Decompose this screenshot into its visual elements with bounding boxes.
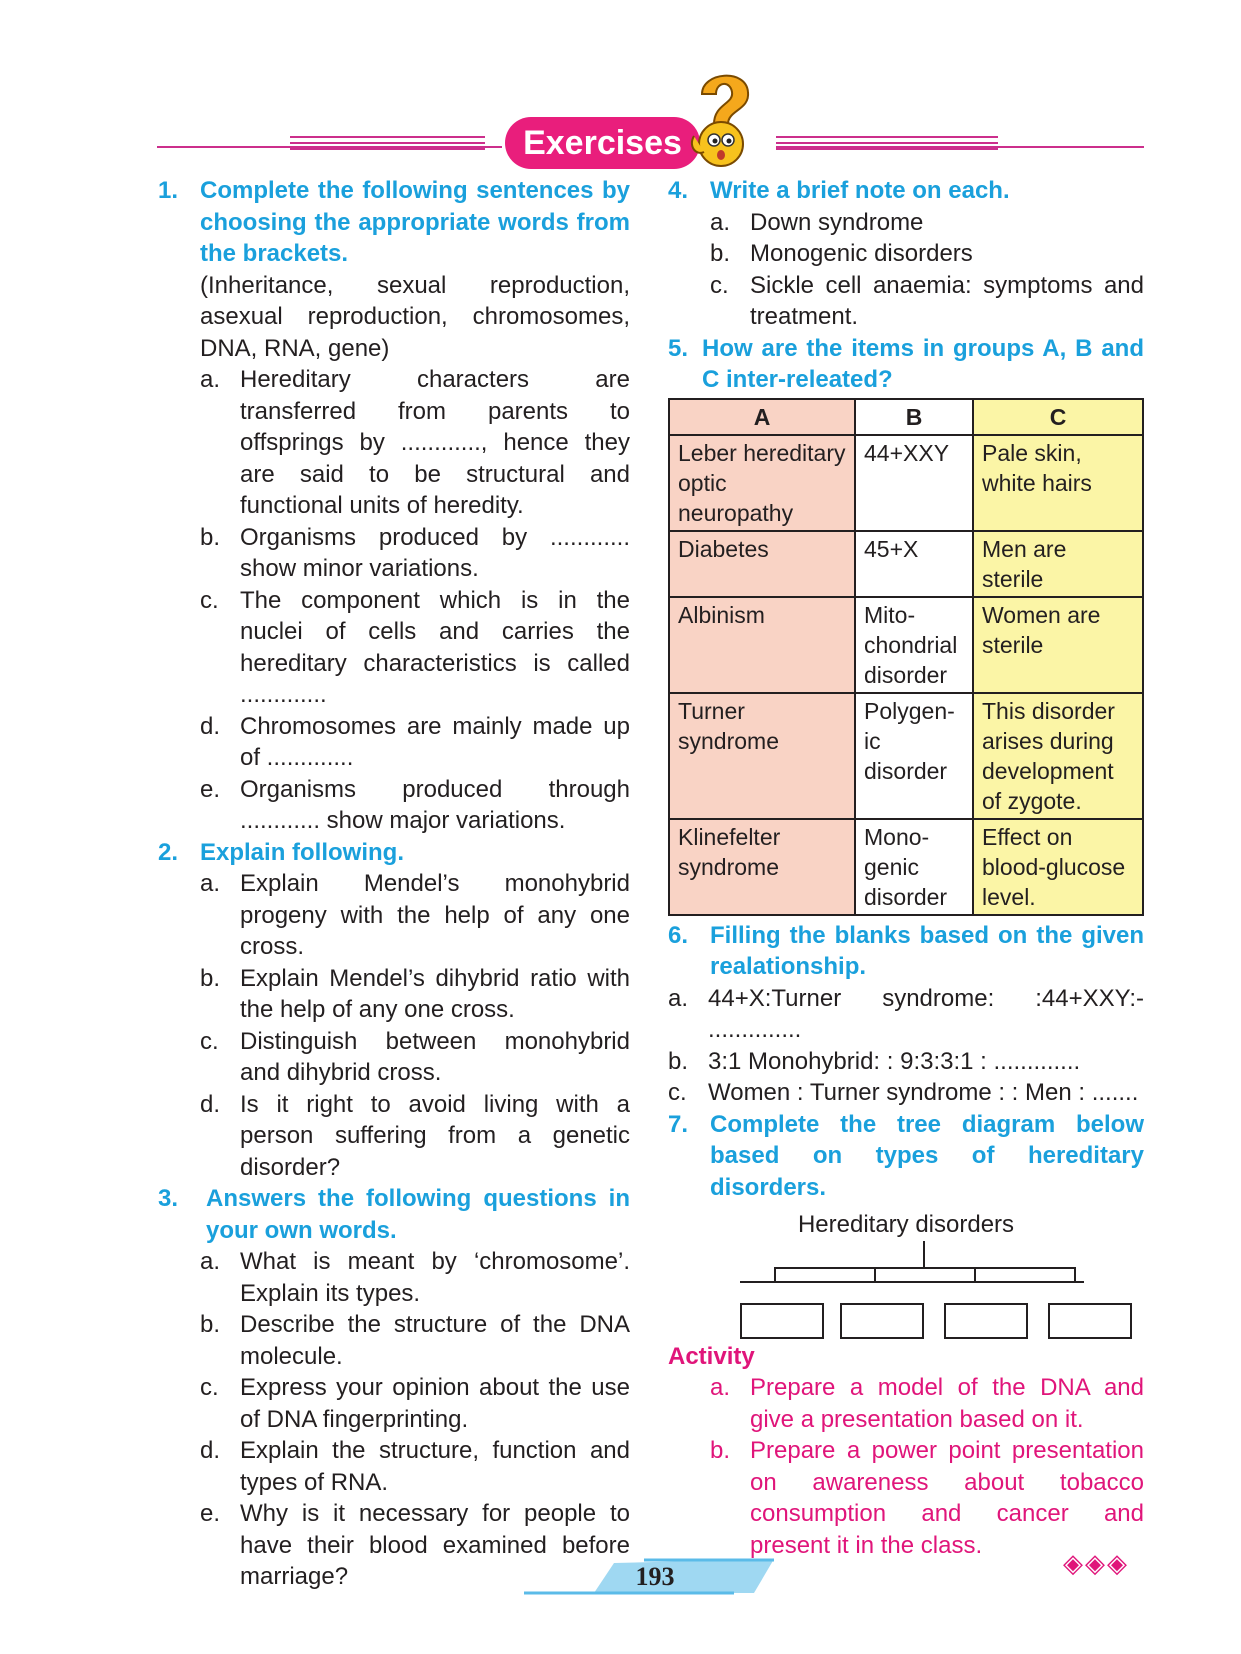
header-stripes-left bbox=[290, 136, 485, 154]
item-text: Is it right to avoid living with a person suffering from a genetic disorder? bbox=[240, 1090, 630, 1181]
cell-b: Mono-genic disorder bbox=[855, 819, 973, 915]
tree-branch-2 bbox=[874, 1267, 876, 1281]
item-letter: c. bbox=[710, 271, 729, 299]
item-text: What is meant by ‘chromosome’. Explain its types. bbox=[240, 1248, 630, 1307]
list-item bbox=[158, 963, 630, 1026]
list-item bbox=[668, 1077, 1144, 1109]
list-item bbox=[668, 270, 1144, 333]
page-number: 193 bbox=[635, 1562, 675, 1591]
question-number: 3. bbox=[158, 1185, 179, 1212]
question-number: 4. bbox=[668, 177, 689, 204]
tree-root-stem bbox=[923, 1241, 925, 1267]
cell-a: Diabetes bbox=[669, 531, 855, 597]
item-text: Explain Mendel’s dihybrid ratio with the help of any one cross. bbox=[240, 964, 630, 1023]
word-bank: (Inheritance, sexual reproduction, asexual reproduction, chromosomes, DNA, RNA, gene) bbox=[200, 271, 630, 362]
list-item bbox=[158, 1309, 630, 1372]
item-letter: d. bbox=[200, 712, 221, 740]
list-item bbox=[158, 585, 630, 711]
item-letter: a. bbox=[710, 208, 731, 236]
item-letter: c. bbox=[200, 1027, 219, 1055]
tree-box-rule bbox=[740, 1281, 1084, 1283]
tree-diagram bbox=[668, 1241, 1144, 1341]
list-item bbox=[158, 1246, 630, 1309]
right-column bbox=[668, 175, 1144, 1561]
header-a: A bbox=[669, 399, 855, 435]
item-text: 3:1 Monohybrid: : 9:3:3:1 : ............. bbox=[708, 1047, 1081, 1075]
list-item bbox=[668, 238, 1144, 270]
item-letter: a. bbox=[200, 366, 221, 393]
question-number: 2. bbox=[158, 838, 179, 866]
item-text: Distinguish between monohybrid and dihybrid cross. bbox=[240, 1027, 630, 1086]
question-4 bbox=[668, 175, 1144, 207]
list-item bbox=[158, 522, 630, 585]
item-letter: b. bbox=[200, 523, 221, 551]
item-text: Explain Mendel’s monohybrid progeny with the help of any one cross. bbox=[240, 870, 630, 960]
list-item bbox=[668, 983, 1144, 1046]
question-2 bbox=[158, 837, 630, 869]
activity-section bbox=[668, 1341, 1144, 1562]
question-number: 7. bbox=[668, 1110, 689, 1138]
header-c: C bbox=[973, 399, 1143, 435]
relationship-table bbox=[668, 398, 1144, 916]
list-item bbox=[668, 1046, 1144, 1078]
item-letter: b. bbox=[710, 1437, 731, 1464]
tree-branch-3 bbox=[974, 1267, 976, 1281]
cell-a: Turner syndrome bbox=[669, 693, 855, 819]
item-letter: a. bbox=[200, 1248, 221, 1275]
activity-title: Activity bbox=[668, 1342, 755, 1370]
question-text: How are the items in groups A, B and C inter-releated? bbox=[702, 334, 1144, 393]
item-letter: c. bbox=[668, 1079, 687, 1106]
question-6 bbox=[668, 920, 1144, 983]
cell-c: Effect on blood-glucose level. bbox=[973, 819, 1143, 915]
item-letter: b. bbox=[710, 240, 731, 267]
item-letter: a. bbox=[200, 870, 221, 897]
tree-blank-box-3[interactable] bbox=[944, 1303, 1028, 1339]
list-item bbox=[668, 1435, 1144, 1561]
cell-c: This disorder arises during development of zygote. bbox=[973, 693, 1143, 819]
list-item bbox=[158, 364, 630, 522]
item-letter: e. bbox=[200, 775, 221, 803]
item-letter: d. bbox=[200, 1437, 221, 1464]
tree-root-label: Hereditary disorders bbox=[797, 1211, 1015, 1238]
item-text: Monogenic disorders bbox=[750, 240, 973, 267]
question-text: Write a brief note on each. bbox=[710, 177, 1010, 204]
item-letter: b. bbox=[200, 964, 221, 992]
list-item bbox=[668, 207, 1144, 239]
item-text: Organisms produced through ............ show major variations. bbox=[240, 775, 630, 834]
cell-a: Klinefelter syndrome bbox=[669, 819, 855, 915]
question-1 bbox=[158, 175, 630, 270]
item-text: Why is it necessary for people to have their blood examined before marriage? bbox=[240, 1500, 630, 1590]
question-5 bbox=[668, 333, 1144, 396]
list-item bbox=[158, 868, 630, 963]
table-row bbox=[669, 435, 1143, 531]
table-row bbox=[669, 597, 1143, 693]
cell-a: Albinism bbox=[669, 597, 855, 693]
item-letter: d. bbox=[200, 1090, 221, 1118]
cell-a: Leber hereditary optic neuropathy bbox=[669, 435, 855, 531]
question-text: Explain following. bbox=[200, 838, 404, 866]
question-number: 5. bbox=[668, 334, 689, 362]
tree-branch-1 bbox=[774, 1267, 776, 1281]
question-text: Filling the blanks based on the given realationship. bbox=[710, 921, 1144, 980]
question-3 bbox=[158, 1183, 630, 1246]
item-letter: b. bbox=[200, 1311, 221, 1338]
item-text: Describe the structure of the DNA molecule. bbox=[240, 1311, 630, 1370]
item-letter: e. bbox=[200, 1500, 221, 1527]
table-row bbox=[669, 819, 1143, 915]
item-text: 44+X:Turner syndrome: :44+XXY:- .............. bbox=[708, 984, 1144, 1043]
item-letter: c. bbox=[200, 586, 219, 614]
cell-c: Pale skin, white hairs bbox=[973, 435, 1143, 531]
header-b: B bbox=[855, 399, 973, 435]
question-text: Complete the tree diagram below based on types of hereditary disorders. bbox=[710, 1110, 1144, 1201]
tree-blank-box-2[interactable] bbox=[840, 1303, 924, 1339]
item-text: Express your opinion about the use of DNA fingerprinting. bbox=[240, 1374, 630, 1433]
question-number: 1. bbox=[158, 177, 179, 204]
tree-blank-box-4[interactable] bbox=[1048, 1303, 1132, 1339]
item-text: Chromosomes are mainly made up of ............. bbox=[240, 712, 630, 771]
tree-branch-4 bbox=[1074, 1267, 1076, 1281]
cell-b: Mito-chondrial disorder bbox=[855, 597, 973, 693]
item-text: Explain the structure, function and types of RNA. bbox=[240, 1437, 630, 1496]
item-text: Women : Turner syndrome : : Men : ....... bbox=[708, 1079, 1139, 1106]
item-text: Prepare a power point presentation on awareness about tobacco consumption and cancer and present it in the class. bbox=[750, 1437, 1144, 1559]
header-stripes-right bbox=[776, 136, 998, 154]
item-text: Down syndrome bbox=[750, 208, 924, 236]
tree-crossbar bbox=[774, 1267, 1076, 1269]
table-row bbox=[669, 531, 1143, 597]
list-item bbox=[158, 1089, 630, 1184]
item-letter: a. bbox=[710, 1374, 731, 1401]
list-item bbox=[158, 711, 630, 774]
item-letter: a. bbox=[668, 984, 689, 1012]
question-number: 6. bbox=[668, 921, 689, 949]
cell-b: Polygen-ic disorder bbox=[855, 693, 973, 819]
end-ornament-icon: ◈◈◈ bbox=[1063, 1548, 1129, 1578]
left-column bbox=[158, 175, 630, 1593]
list-item bbox=[158, 1372, 630, 1435]
list-item bbox=[158, 1435, 630, 1498]
question-7 bbox=[668, 1109, 1144, 1204]
exercises-title: Exercises bbox=[505, 117, 700, 169]
cell-b: 44+XXY bbox=[855, 435, 973, 531]
item-text: The component which is in the nuclei of cells and carries the hereditary characteristics is called ............. bbox=[240, 586, 630, 708]
item-text: Organisms produced by ............ show minor variations. bbox=[240, 523, 630, 582]
list-item bbox=[158, 1026, 630, 1089]
tree-blank-box-1[interactable] bbox=[740, 1303, 824, 1339]
question-mark-mascot-icon bbox=[688, 66, 756, 171]
table-row bbox=[669, 693, 1143, 819]
cell-c: Women are sterile bbox=[973, 597, 1143, 693]
item-text: Hereditary characters are transferred from parents to offsprings by ............, hence they are said to be structural and functional units of heredity. bbox=[240, 366, 630, 519]
cell-b: 45+X bbox=[855, 531, 973, 597]
item-text: Prepare a model of the DNA and give a presentation based on it. bbox=[750, 1374, 1144, 1433]
table-header-row bbox=[669, 399, 1143, 435]
cell-c: Men are sterile bbox=[973, 531, 1143, 597]
item-letter: b. bbox=[668, 1047, 689, 1075]
item-text: Sickle cell anaemia: symptoms and treatment. bbox=[750, 271, 1144, 330]
question-text: Complete the following sentences by choosing the appropriate words from the brackets. bbox=[200, 177, 630, 267]
item-letter: c. bbox=[200, 1374, 219, 1401]
question-text: Answers the following questions in your own words. bbox=[206, 1185, 630, 1244]
list-item bbox=[668, 1372, 1144, 1435]
list-item bbox=[158, 774, 630, 837]
